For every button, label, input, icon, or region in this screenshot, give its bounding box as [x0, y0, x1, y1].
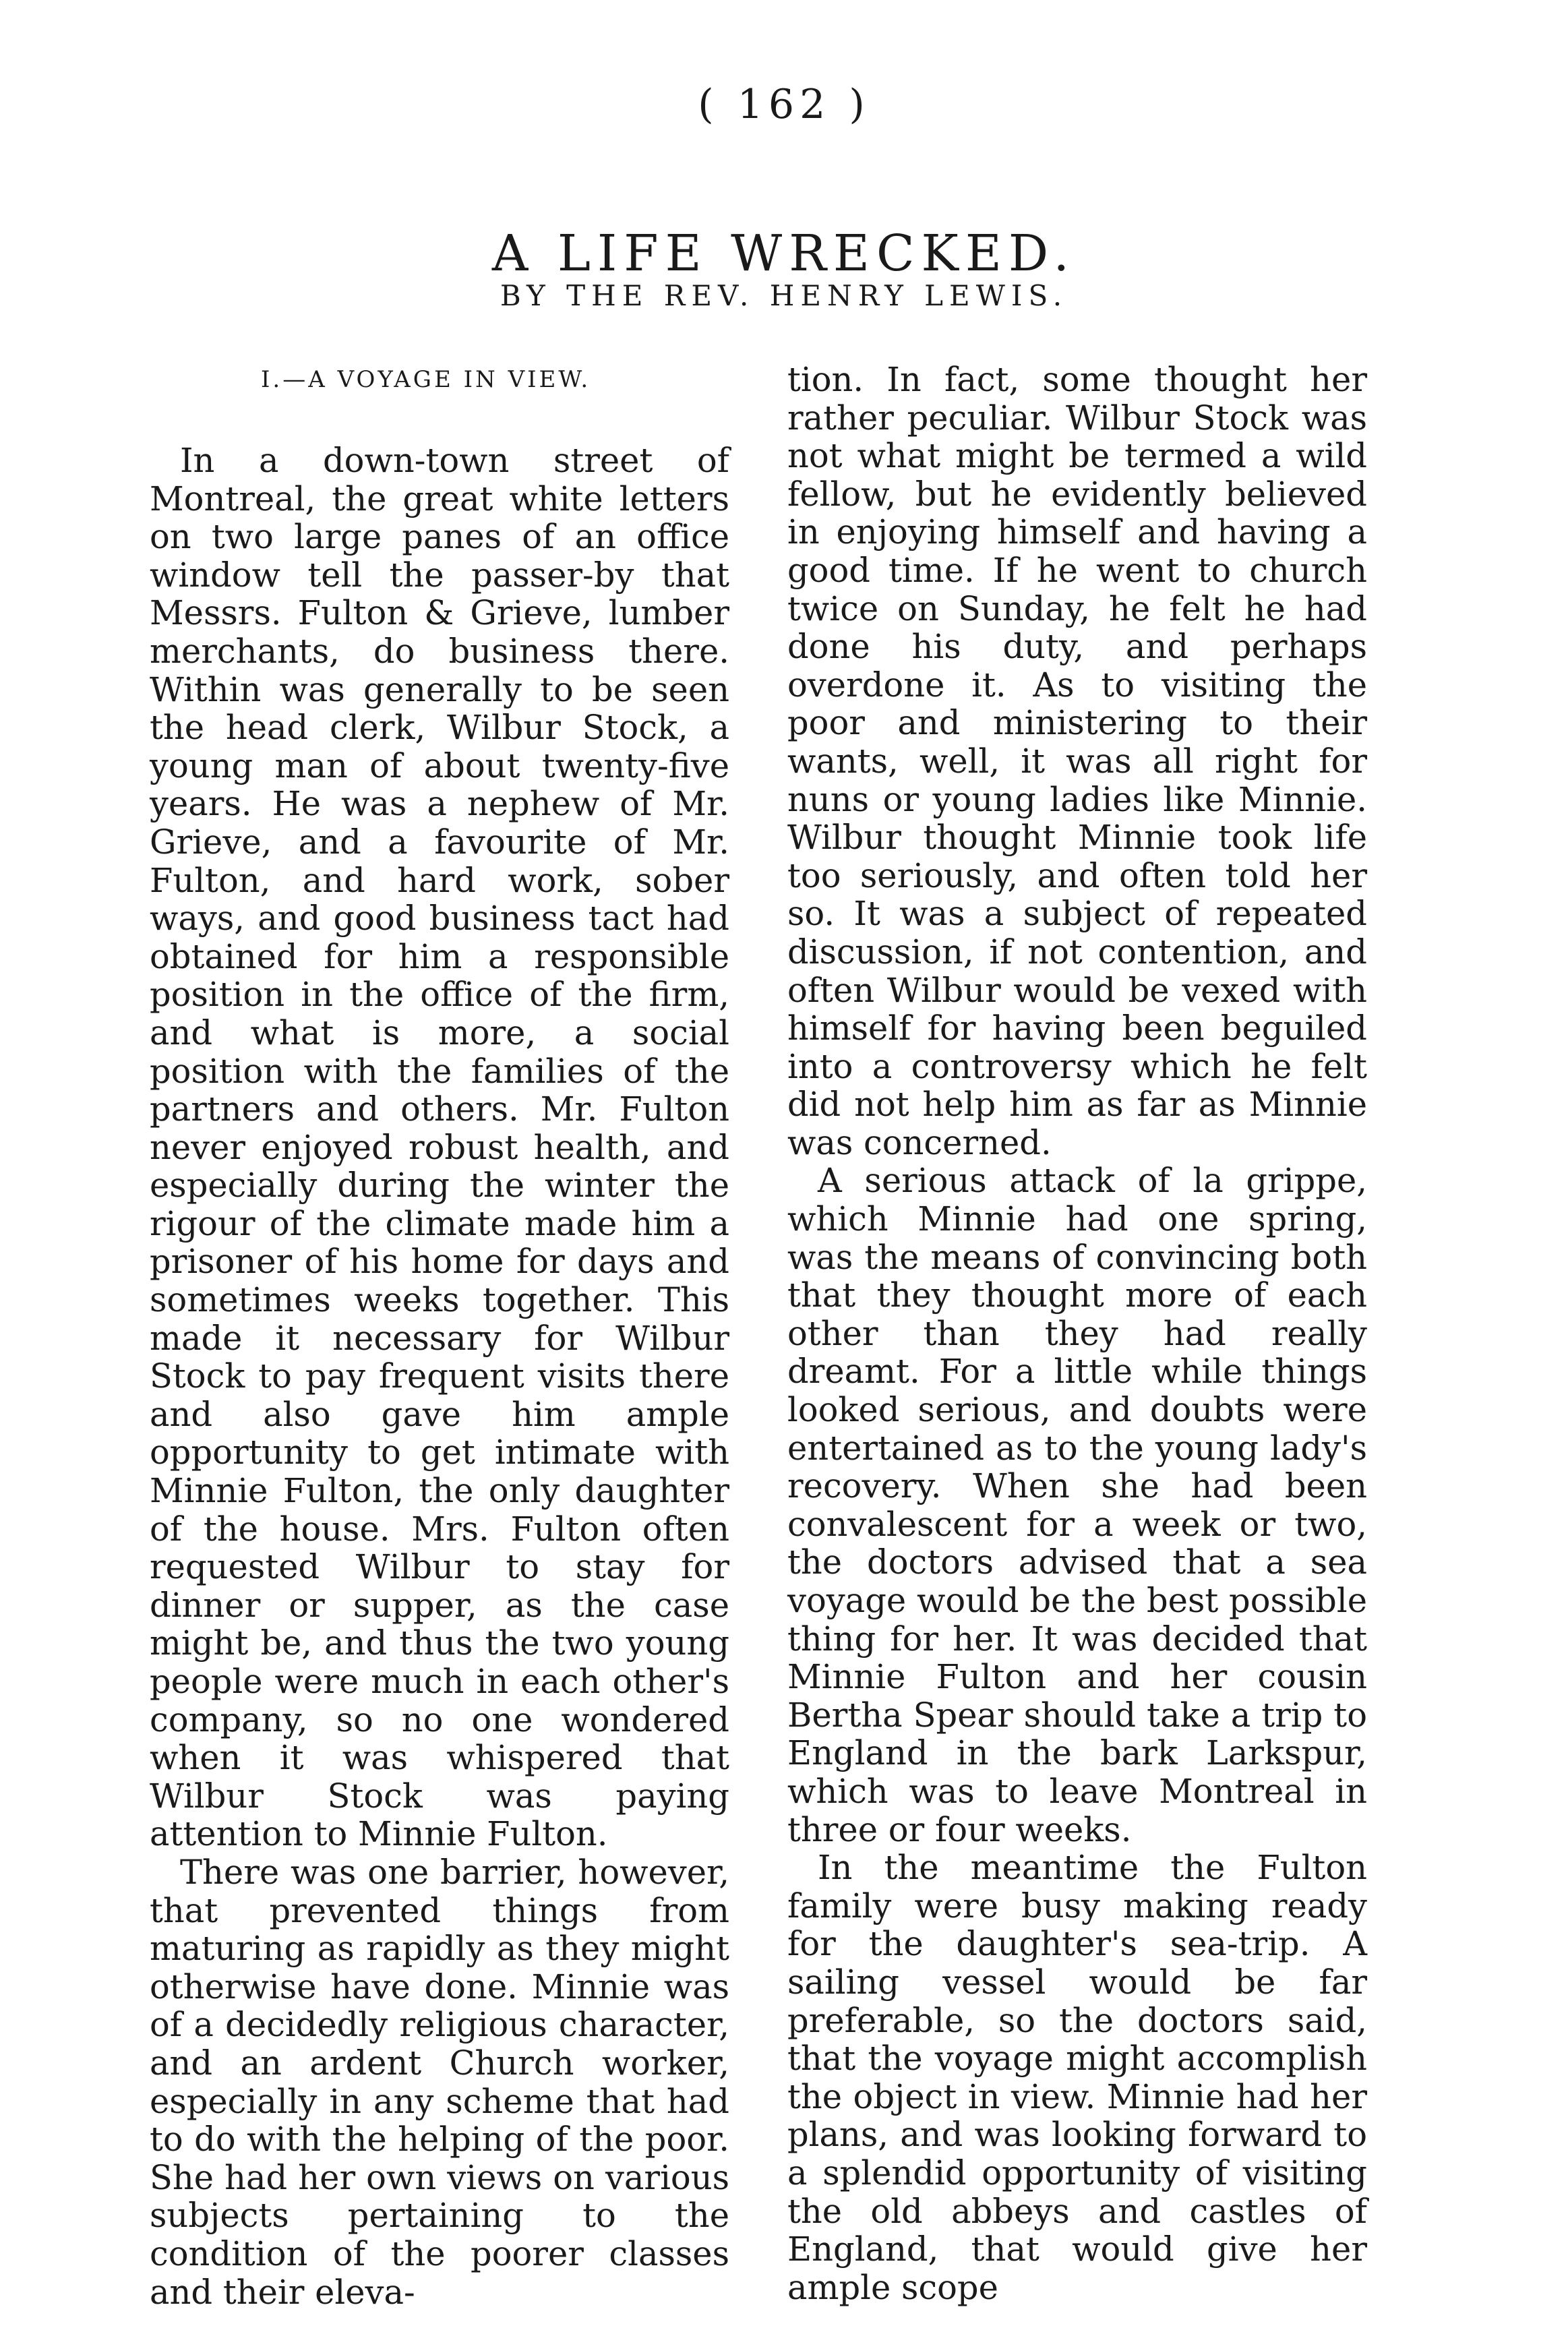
section-heading: I.—A VOYAGE IN VIEW. [261, 366, 591, 393]
paragraph: tion. In fact, some thought her rather peculiar. Wilbur Stock was not what might be termed a wild fellow, but he evidently believed in enjoying himself and having a good time. If he went to church twice on Sunday, he felt he had done his duty, and perhaps overdone it. As to visiting the poor and ministering to their wants, well, it was all right for nuns or young ladies like Minnie. Wilbur thought Minnie took life too seriously, and often told her so. It was a subject of repeated discussion, if not contention, and often Wilbur would be vexed with himself for having been beguiled into a controversy which he felt did not help him as far as Minnie was concerned. [787, 360, 1367, 1162]
right-column [787, 361, 1367, 2306]
article-title: A LIFE WRECKED. [491, 224, 1077, 282]
page-number: ( 162 ) [698, 81, 870, 128]
article-byline: BY THE REV. HENRY LEWIS. [500, 279, 1068, 312]
left-column [150, 361, 729, 2311]
paragraph: There was one barrier, however, that prevented things from maturing as rapidly as they might otherwise have done. Minnie was of a decidedly religious character, and an ardent Church worker, especially in any scheme that had to do with the helping of the poor. She had her own views on various subjects pertaining to the condition of the poorer classes and their eleva- [150, 1852, 729, 2312]
paragraph: In the meantime the Fulton family were busy making ready for the daughter's sea-trip. A sailing vessel would be far preferable, so the doctors said, that the voyage might accomplish the object in view. Minnie had her plans, and was looking forward to a splendid opportunity of visiting the old abbeys and castles of England, that would give her ample scope [787, 1848, 1367, 2307]
paragraph: A serious attack of la grippe, which Minnie had one spring, was the means of convincing both that they thought more of each other than they had really dreamt. For a little while things looked serious, and doubts were entertained as to the young lady's recovery. When she had been convalescent for a week or two, the doctors advised that a sea voyage would be the best possible thing for her. It was decided that Minnie Fulton and her cousin Bertha Spear should take a trip to England in the bark Larkspur, which was to leave Montreal in three or four weeks. [787, 1161, 1367, 1849]
paragraph: In a down-town street of Montreal, the great white letters on two large panes of an office window tell the passer-by that Messrs. Fulton & Grieve, lumber merchants, do business there. Within was generally to be seen the head clerk, Wilbur Stock, a young man of about twenty-five years. He was a nephew of Mr. Grieve, and a favourite of Mr. Fulton, and hard work, sober ways, and good business tact had obtained for him a responsible position in the office of the firm, and what is more, a social position with the families of the partners and others. Mr. Fulton never enjoyed robust health, and especially during the winter the rigour of the climate made him a prisoner of his home for days and sometimes weeks together. This made it necessary for Wilbur Stock to pay frequent visits there and also gave him ample opportunity to get intimate with Minnie Fulton, the only daughter of the house. Mrs. Fulton often requested Wilbur to stay for dinner or supper, as the case might be, and thus the two young people were much in each other's company, so no one wondered when it was whispered that Wilbur Stock was paying attention to Minnie Fulton. [150, 441, 729, 1854]
